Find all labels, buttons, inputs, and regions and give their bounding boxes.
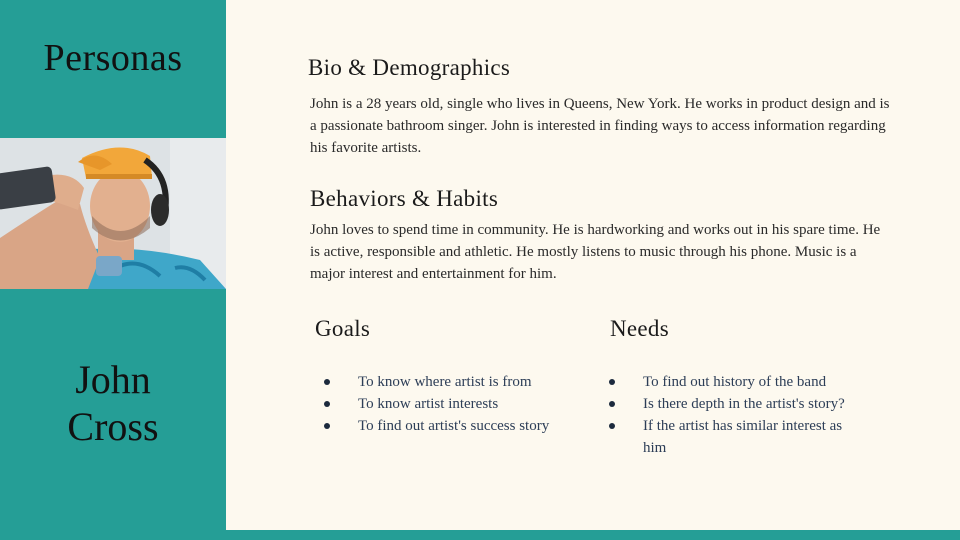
goals-list xyxy=(324,371,574,437)
bio-heading: Bio & Demographics xyxy=(308,55,511,80)
persona-name xyxy=(0,356,226,450)
persona-photo xyxy=(0,138,226,289)
needs-list-item: Is there depth in the artist's story? xyxy=(609,393,849,415)
needs-list xyxy=(609,371,849,459)
needs-list-item: If the artist has similar interest as him xyxy=(609,415,849,459)
persona-last-name: Cross xyxy=(67,404,159,449)
persona-sidebar xyxy=(0,0,226,540)
persona-photo-illustration xyxy=(0,138,226,289)
behaviors-heading: Behaviors & Habits xyxy=(310,186,499,211)
persona-first-name: John xyxy=(75,357,151,402)
persona-content xyxy=(226,0,960,530)
goals-list-item: To know where artist is from xyxy=(324,371,574,393)
goals-heading: Goals xyxy=(315,316,371,341)
behaviors-text: John loves to spend time in community. He is hardworking and works out in his spare time. He is active, responsible and athletic. He mostly listens to music through his phone. Music is a major interest and entertainment for him. xyxy=(310,222,881,282)
bio-text: John is a 28 years old, single who lives in Queens, New York. He works in product design and is a passionate bathroom singer. John is interested in finding ways to access information regarding his favorite artists. xyxy=(310,96,890,156)
needs-list-item: To find out history of the band xyxy=(609,371,849,393)
slide-title: Personas xyxy=(43,37,183,79)
goals-list-item: To find out artist's success story xyxy=(324,415,574,437)
goals-list-item: To know artist interests xyxy=(324,393,574,415)
needs-heading: Needs xyxy=(610,316,669,341)
